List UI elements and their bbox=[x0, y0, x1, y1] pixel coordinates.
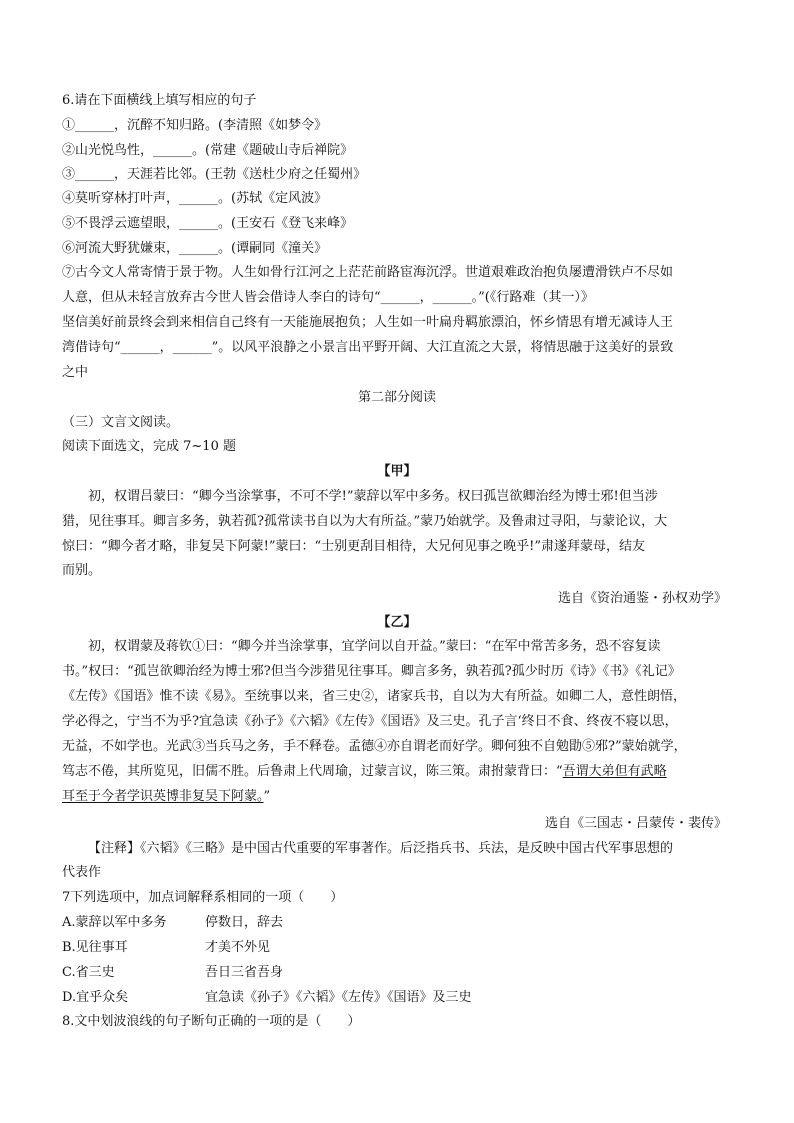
yi-line-end: ” bbox=[263, 789, 271, 804]
wavy-underlined-sentence: 耳至于今者学识英博非复吴下阿蒙。 bbox=[62, 789, 264, 804]
q7-option-pair: 吾日三省吾身 bbox=[205, 965, 284, 980]
q7-option: C.省三史 bbox=[62, 965, 115, 980]
jia-source: 选自《资治通鉴・孙权劝学》 bbox=[557, 591, 727, 606]
q6-title: 6.请在下面横线上填写相应的句子 bbox=[62, 93, 257, 108]
yi-title: 【乙】 bbox=[377, 615, 417, 630]
q7-option: A.蒙辞以军中多务 bbox=[62, 915, 167, 930]
jia-line: 而别。 bbox=[62, 563, 102, 578]
q6-item: ①______，沉醉不知归路。(李清照《如梦令》 bbox=[62, 118, 328, 133]
q7-option-pair: 才美不外见 bbox=[205, 940, 271, 955]
jia-line: 猎，见往事耳。卿言多务，孰若孤?孤常读书自以为大有所益。”蒙乃始就学。及鲁肃过寻阳，与蒙论议，大 bbox=[62, 514, 668, 529]
yi-line: 无益，不如学也。光武③当兵马之务，手不释卷。孟德④亦自谓老而好学。卿何独不自勉勖⑤邪?”蒙始就学， bbox=[62, 739, 687, 754]
q6-item: ⑤不畏浮云遮望眼，______。(王安石《登飞来峰》 bbox=[62, 216, 354, 231]
q6-item: ③______，天涯若比邻。(王勃《送杜少府之任蜀州》 bbox=[62, 167, 367, 182]
q6-item7-line: ⑦古今文人常寄情于景于物。人生如骨行江河之上茫茫前路宦海沉浮。世道艰难政治抱负屡遭滑铁卢不尽如 bbox=[62, 265, 674, 280]
yi-line: 学必得之，宁当不为乎?宜急读《孙子》《六韬》《左传》《国语》及三史。孔子言‘终日不食、终夜不寝以思， bbox=[62, 714, 678, 729]
yi-line-text: 笃志不倦，其所览见，旧儒不胜。后鲁肃上代周瑜，过蒙言议，陈三策。肃拊蒙背曰：“ bbox=[62, 764, 563, 779]
yi-line bbox=[62, 788, 732, 806]
q6-item7-line: 之中 bbox=[62, 365, 89, 380]
yi-line: 书。”权曰：“孤岂欲卿治经为博士邪?但当今涉猎见往事耳。卿言多务，孰若孤?孤少时历《诗》《书》《礼记》 bbox=[62, 664, 681, 679]
yi-source: 选自《三国志・吕蒙传・裴传》 bbox=[544, 816, 727, 831]
yi-line: 初，权谓蒙及蒋钦①曰：“卿今并当涂掌事，宜学问以自开益。”蒙曰：“在军中常苦多务，恐不容复读 bbox=[88, 639, 661, 654]
q7-option: B.见往事耳 bbox=[62, 940, 128, 955]
q6-item7-line: 湾借诗句“______，______”。以风平浪静之小景言出平野开阔、大江直流之大景，将情思融于这美好的景致 bbox=[62, 340, 674, 355]
q6-item: ④莫听穿林打叶声，______。(苏轼《定风波》 bbox=[62, 191, 328, 206]
q7-option: D.宜乎众矣 bbox=[62, 990, 129, 1005]
q7-title: 7下列选项中，加点词解释系相同的一项（ ） bbox=[62, 890, 344, 905]
q8-title: 8.文中划波浪线的句子断句正确的一项的是（ ） bbox=[62, 1014, 361, 1029]
instruction: 阅读下面选文，完成 7~10 题 bbox=[62, 439, 236, 454]
note-line: 代表作 bbox=[62, 865, 102, 880]
jia-line: 初，权谓吕蒙曰：“卿今当涂掌事，不可不学!”蒙辞以军中多务。权曰孤岂欲卿治经为博士邪!但当涉 bbox=[88, 489, 658, 504]
jia-line: 惊曰：“卿今者才略，非复吴下阿蒙!”蒙曰：“士别更刮目相待，大兄何见事之晚乎!”肃遂拜蒙母，结友 bbox=[62, 539, 646, 554]
yi-line: 《左传》《国语》惟不读《易》。至统事以来，省三史②，诸家兵书，自以为大有所益。如卿二人，意性朗悟， bbox=[62, 689, 687, 704]
part-title: 第二部分阅读 bbox=[357, 390, 436, 405]
q7-option-pair: 宜急读《孙子》《六韬》《左传》《国语》及三史 bbox=[205, 990, 472, 1005]
q7-option-pair: 停数日，辞去 bbox=[205, 915, 284, 930]
sub-title: （三）文言文阅读。 bbox=[62, 415, 180, 430]
q6-item: ②山光悦鸟性，______。(常建《题破山寺后禅院》 bbox=[62, 143, 354, 158]
wavy-underlined-sentence: 吾谓大弟但有武略 bbox=[562, 764, 667, 779]
q6-item: ⑥河流大野犹嫌束，______。(谭嗣同《潼关》 bbox=[62, 241, 328, 256]
q6-item7-line: 坚信美好前景终会到来相信自己终有一天能施展抱负；人生如一叶扁舟羁旅漂泊，怀乡情思有增无减诗人王 bbox=[62, 315, 674, 330]
q6-item7-line: 人意，但从未轻言放弃古今世人皆会借诗人李白的诗句“______，______。”(《行路难（其一）》 bbox=[62, 290, 594, 305]
yi-line bbox=[62, 763, 732, 781]
note-line: 【注释】《六韬》《三略》是中国古代重要的军事著作。后泛指兵书、兵法，是反映中国古代军事思想的 bbox=[88, 841, 674, 856]
jia-title: 【甲】 bbox=[377, 464, 417, 479]
